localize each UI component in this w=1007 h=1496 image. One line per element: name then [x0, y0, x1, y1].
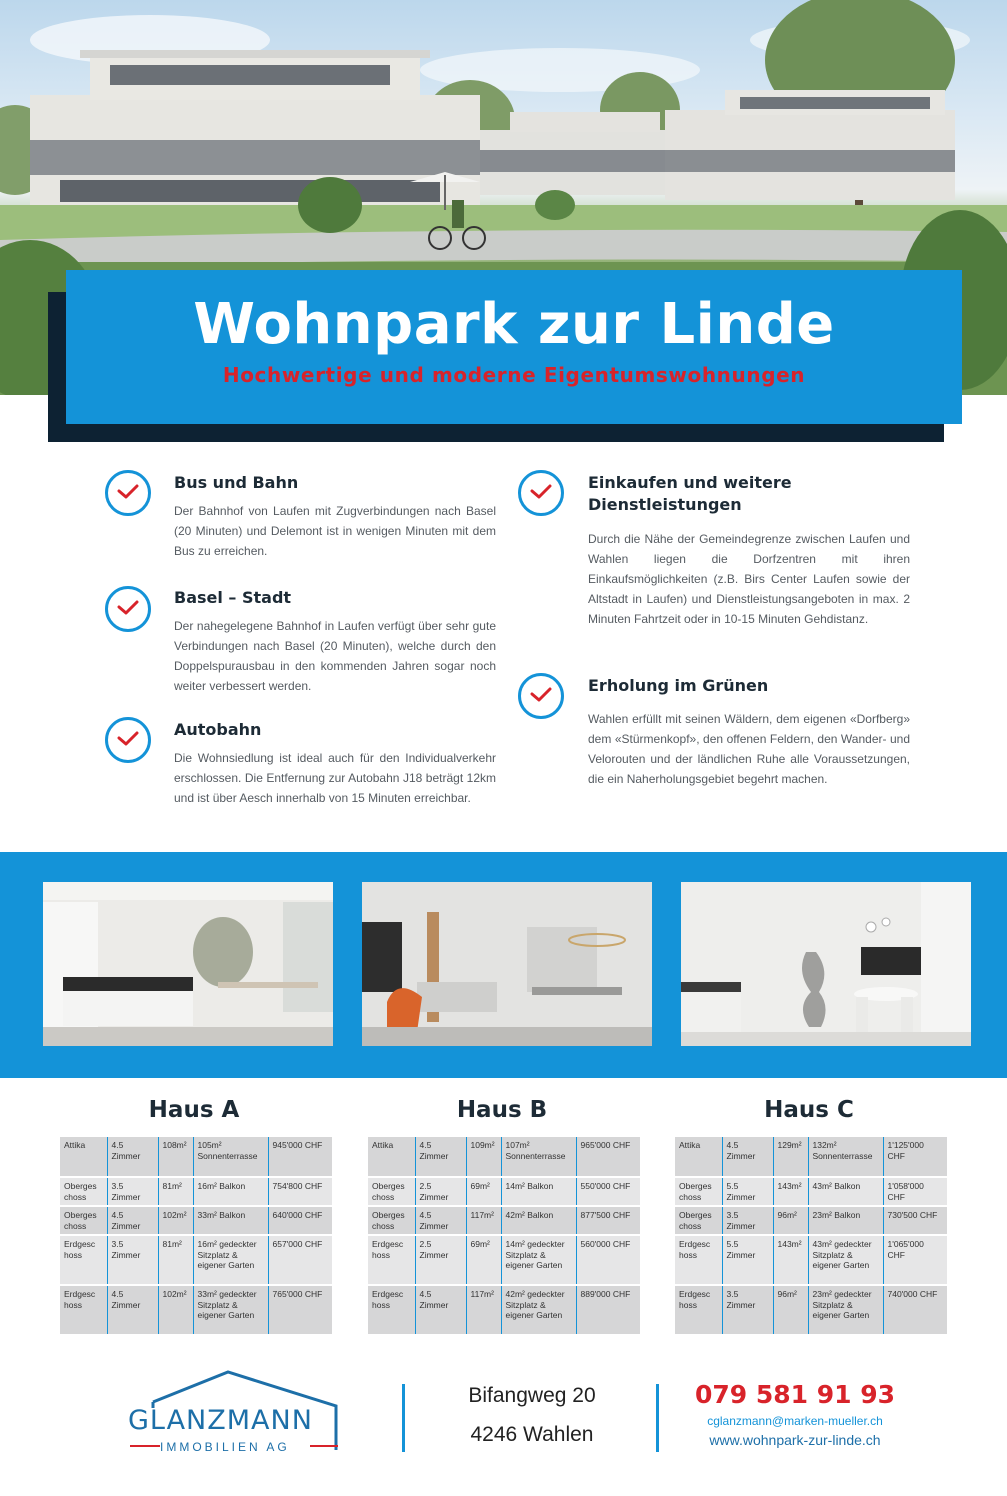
table-cell: 4.5 Zimmer — [107, 1285, 158, 1335]
table-cell: 143m² — [773, 1235, 808, 1285]
table-cell: 765'000 CHF — [268, 1285, 332, 1335]
table-cell: 132m² Sonnenterrasse — [808, 1137, 883, 1177]
table-row — [675, 1137, 947, 1177]
table-cell: 69m² — [466, 1177, 501, 1206]
check-icon — [105, 470, 151, 516]
table-cell: 754'800 CHF — [268, 1177, 332, 1206]
table-cell: 81m² — [158, 1235, 193, 1285]
haus-a-table — [60, 1137, 332, 1336]
table-cell: 42m² gedeckter Sitzplatz & eigener Garten — [501, 1285, 576, 1335]
table-cell: 1'058'000 CHF — [883, 1177, 947, 1206]
interior-photo-kitchen — [43, 882, 333, 1046]
table-cell: Erdgesc hoss — [368, 1235, 415, 1285]
table-row — [60, 1177, 332, 1206]
table-cell: 550'000 CHF — [576, 1177, 640, 1206]
table-cell: 5.5 Zimmer — [722, 1235, 773, 1285]
table-cell: 640'000 CHF — [268, 1206, 332, 1235]
table-cell: 3.5 Zimmer — [107, 1177, 158, 1206]
table-row — [675, 1285, 947, 1335]
table-cell: 4.5 Zimmer — [415, 1285, 466, 1335]
table-row — [368, 1235, 640, 1285]
interior-photo-living-room — [362, 882, 652, 1046]
table-cell: 3.5 Zimmer — [722, 1285, 773, 1335]
divider — [402, 1384, 405, 1452]
logo-name: GLANZMANN — [128, 1405, 313, 1436]
feature-text-einkaufen: Durch die Nähe der Gemeindegrenze zwischen Laufen und Wahlen liegen die Dorfzentren mit ihren Einkaufsmöglichkeiten (z.B. Birs Center Laufen sowie der Altstadt in Laufen) und Dienstleistungsangeboten in max. 2 Minuten Fahrtzeit oder in 10-15 Minuten Gehdistanz. — [588, 532, 910, 626]
phone-number[interactable]: 079 581 91 93 — [694, 1380, 896, 1409]
table-cell: 96m² — [773, 1285, 808, 1335]
table-cell: Oberges choss — [675, 1177, 722, 1206]
table-row — [368, 1177, 640, 1206]
table-cell: 33m² Balkon — [193, 1206, 268, 1235]
table-cell: Oberges choss — [368, 1177, 415, 1206]
table-cell: 3.5 Zimmer — [722, 1206, 773, 1235]
email-link[interactable]: cglanzmann@marken-mueller.ch — [707, 1414, 883, 1428]
check-icon — [105, 586, 151, 632]
feature-title-bus: Bus und Bahn — [174, 473, 299, 492]
table-cell: 965'000 CHF — [576, 1137, 640, 1177]
table-cell: Attika — [368, 1137, 415, 1177]
table-cell: 4.5 Zimmer — [107, 1206, 158, 1235]
table-cell: Oberges choss — [60, 1177, 107, 1206]
table-cell: 740'000 CHF — [883, 1285, 947, 1335]
table-cell: Erdgesc hoss — [60, 1285, 107, 1335]
feature-text-erholung: Wahlen erfüllt mit seinen Wäldern, dem eigenen «Dorfberg» dem «Stürmenkopf», den offenen Feldern, den Wander- und Velorouten und der ländlichen Ruhe alle Voraussetzungen, die ein Naherholungsgebiet begehrt machen. — [588, 712, 910, 786]
table-cell: Oberges choss — [675, 1206, 722, 1235]
logo-subtitle: IMMOBILIEN AG — [160, 1440, 290, 1454]
feature-text-basel: Der nahegelegene Bahnhof in Laufen verfügt über sehr gute Verbindungen nach Basel (20 Minuten), welche durch den Doppelspurausbau in den kommenden Jahren sogar noch weiter verbessert werden. — [174, 619, 496, 693]
feature-title-basel: Basel – Stadt — [174, 588, 292, 607]
table-cell: Erdgesc hoss — [675, 1235, 722, 1285]
table-cell: 102m² — [158, 1206, 193, 1235]
table-cell: 23m² gedeckter Sitzplatz & eigener Garten — [808, 1285, 883, 1335]
table-cell: 81m² — [158, 1177, 193, 1206]
table-cell: 69m² — [466, 1235, 501, 1285]
divider — [656, 1384, 659, 1452]
page-title: Wohnpark zur Linde — [193, 292, 835, 357]
feature-title-autobahn: Autobahn — [174, 720, 262, 739]
table-cell: 889'000 CHF — [576, 1285, 640, 1335]
check-icon — [518, 673, 564, 719]
feature-text-autobahn: Die Wohnsiedlung ist ideal auch für den Individualverkehr erschlossen. Die Entfernung zur Autobahn J18 beträgt 12km und ist über Aesch innerhalb von 15 Minuten erreichbar. — [174, 751, 496, 805]
feature-title-einkaufen: Einkaufen und weitere Dienstleistungen — [588, 473, 792, 514]
table-cell: 1'125'000 CHF — [883, 1137, 947, 1177]
table-cell: 129m² — [773, 1137, 808, 1177]
table-cell: 43m² gedeckter Sitzplatz & eigener Garten — [808, 1235, 883, 1285]
interior-photo-dining — [681, 882, 971, 1046]
table-row — [675, 1177, 947, 1206]
table-cell: 33m² gedeckter Sitzplatz & eigener Garten — [193, 1285, 268, 1335]
table-cell: 945'000 CHF — [268, 1137, 332, 1177]
table-row — [368, 1285, 640, 1335]
table-cell: 108m² — [158, 1137, 193, 1177]
table-cell: Oberges choss — [60, 1206, 107, 1235]
table-cell: 2.5 Zimmer — [415, 1177, 466, 1206]
table-cell: 4.5 Zimmer — [415, 1137, 466, 1177]
table-cell: 16m² gedeckter Sitzplatz & eigener Garten — [193, 1235, 268, 1285]
table-cell: Erdgesc hoss — [368, 1285, 415, 1335]
website-link[interactable]: www.wohnpark-zur-linde.ch — [709, 1432, 881, 1448]
check-icon — [105, 717, 151, 763]
table-row — [368, 1137, 640, 1177]
haus-a-title: Haus A — [148, 1097, 240, 1123]
check-icon — [518, 470, 564, 516]
table-cell: 96m² — [773, 1206, 808, 1235]
table-cell: 657'000 CHF — [268, 1235, 332, 1285]
table-row — [60, 1235, 332, 1285]
haus-b-title: Haus B — [456, 1097, 548, 1123]
table-row — [368, 1206, 640, 1235]
table-cell: 14m² gedeckter Sitzplatz & eigener Garten — [501, 1235, 576, 1285]
table-cell: Attika — [675, 1137, 722, 1177]
table-cell: 143m² — [773, 1177, 808, 1206]
table-cell: Erdgesc hoss — [60, 1235, 107, 1285]
table-cell: 14m² Balkon — [501, 1177, 576, 1206]
table-cell: 117m² — [466, 1206, 501, 1235]
table-row — [675, 1235, 947, 1285]
feature-text-bus: Der Bahnhof von Laufen mit Zugverbindungen nach Basel (20 Minuten) und Delemont ist in wenigen Minuten mit dem Bus zu erreichen. — [174, 504, 496, 558]
table-cell: 102m² — [158, 1285, 193, 1335]
interior-photo-band — [0, 852, 1007, 1078]
table-row — [60, 1206, 332, 1235]
table-row — [675, 1206, 947, 1235]
table-cell: 3.5 Zimmer — [107, 1235, 158, 1285]
table-cell: 117m² — [466, 1285, 501, 1335]
table-cell: 5.5 Zimmer — [722, 1177, 773, 1206]
table-cell: 730'500 CHF — [883, 1206, 947, 1235]
table-cell: 23m² Balkon — [808, 1206, 883, 1235]
haus-c-table — [675, 1137, 947, 1336]
title-banner — [66, 270, 962, 424]
table-cell: 877'500 CHF — [576, 1206, 640, 1235]
table-cell: 42m² Balkon — [501, 1206, 576, 1235]
table-cell: 105m² Sonnenterrasse — [193, 1137, 268, 1177]
haus-c-title: Haus C — [764, 1097, 854, 1123]
table-cell: Oberges choss — [368, 1206, 415, 1235]
table-row — [60, 1137, 332, 1177]
table-cell: 560'000 CHF — [576, 1235, 640, 1285]
table-cell: Attika — [60, 1137, 107, 1177]
page-subtitle: Hochwertige und moderne Eigentumswohnungen — [222, 363, 806, 387]
table-cell: 4.5 Zimmer — [107, 1137, 158, 1177]
address-city: 4246 Wahlen — [470, 1423, 594, 1446]
table-cell: 109m² — [466, 1137, 501, 1177]
feature-title-erholung: Erholung im Grünen — [588, 676, 769, 695]
table-cell: 107m² Sonnenterrasse — [501, 1137, 576, 1177]
table-cell: 43m² Balkon — [808, 1177, 883, 1206]
address-street: Bifangweg 20 — [468, 1384, 596, 1407]
table-cell: 16m² Balkon — [193, 1177, 268, 1206]
table-cell: 4.5 Zimmer — [722, 1137, 773, 1177]
table-cell: 4.5 Zimmer — [415, 1206, 466, 1235]
table-cell: Erdgesc hoss — [675, 1285, 722, 1335]
table-row — [60, 1285, 332, 1335]
table-cell: 1'065'000 CHF — [883, 1235, 947, 1285]
table-cell: 2.5 Zimmer — [415, 1235, 466, 1285]
haus-b-table — [368, 1137, 640, 1336]
